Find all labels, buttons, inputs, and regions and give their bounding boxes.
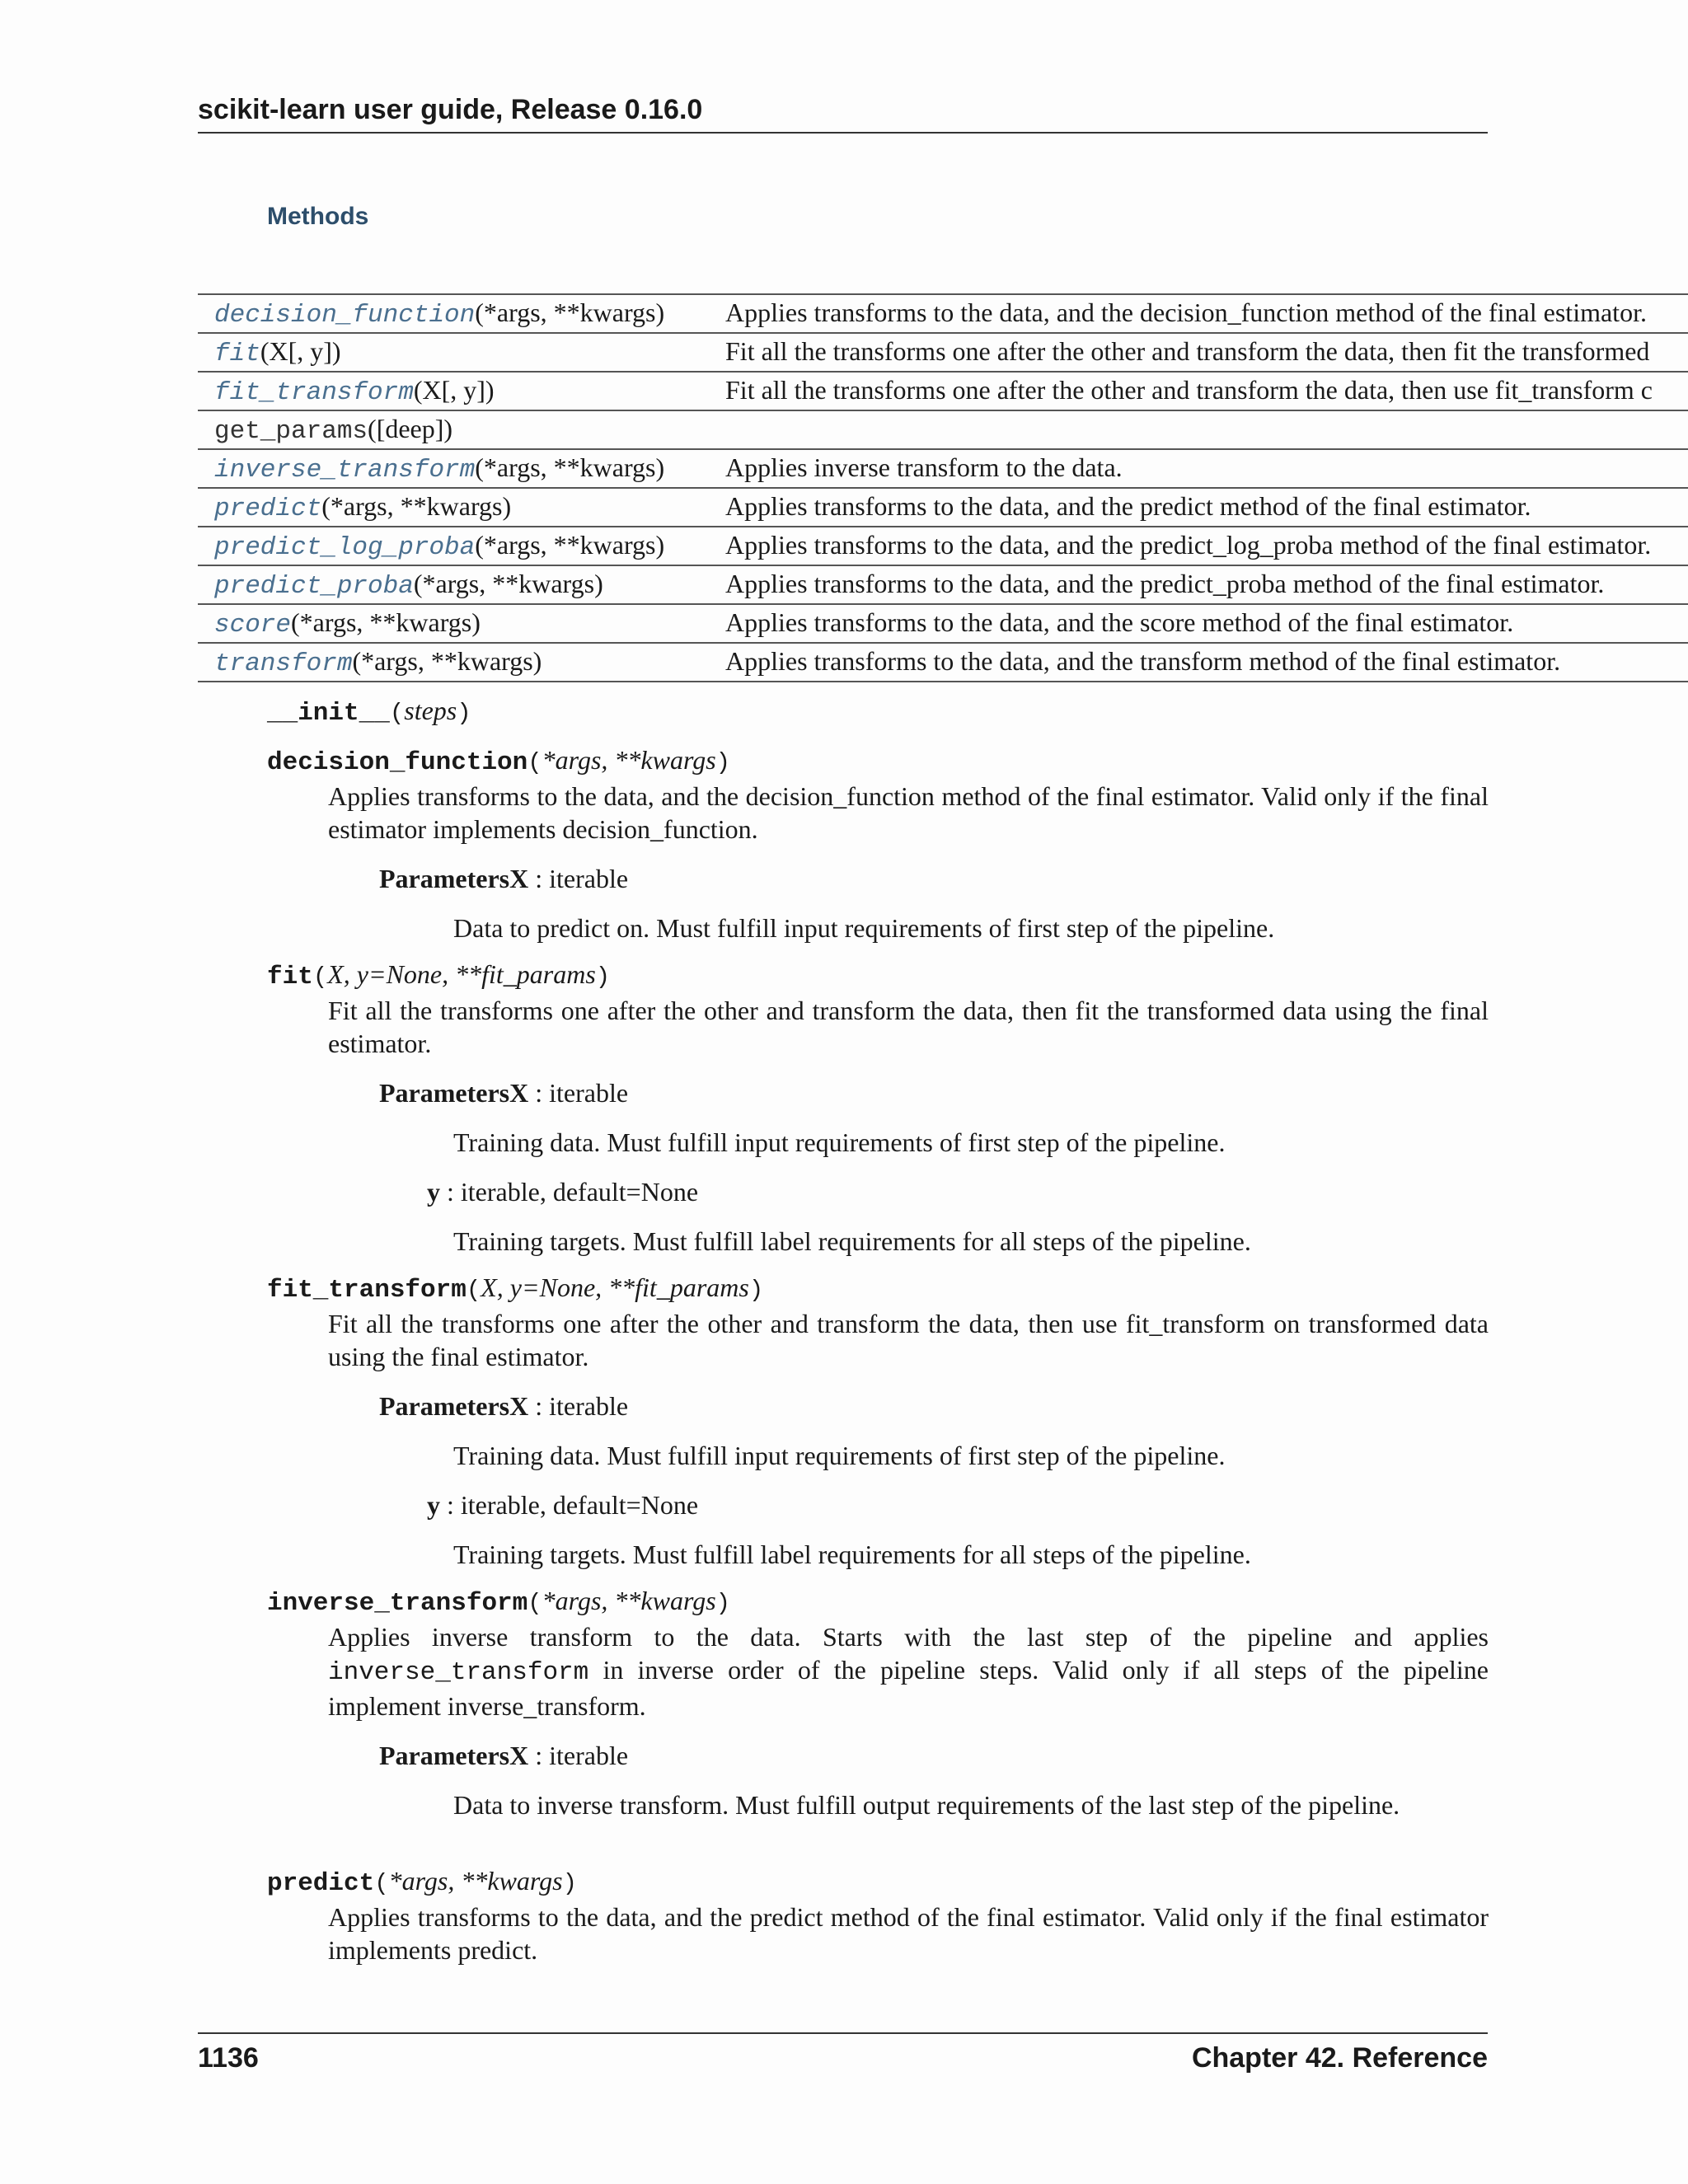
method-args: (X[, y]) [413,375,495,405]
table-row [198,333,1688,372]
table-row [198,449,1688,488]
method-link-fit[interactable]: fit [214,340,260,368]
init-signature: __init__(steps) [267,696,471,728]
page-number: 1136 [198,2042,259,2074]
function-name: predict [267,1869,375,1898]
parameter-line: ParametersX : iterable [379,864,629,893]
method-description: Applies transforms to the data, and the predict_proba method of the final estimator. [725,565,1688,604]
parameter-line: y : iterable, default=None [427,1490,699,1520]
method-args: (*args, **kwargs) [291,607,481,637]
method-link-predict[interactable]: predict [214,494,322,523]
function-signature: fit_transform(X, y=None, **fit_params) [267,1272,764,1305]
parameter-line: ParametersX : iterable [379,1391,629,1421]
header-title: scikit-learn user guide, Release 0.16.0 [198,94,703,125]
method-args: (*args, **kwargs) [475,298,665,327]
parameter-line: ParametersX : iterable [379,1741,629,1770]
function-name: fit [267,963,313,991]
parameter-line: ParametersX : iterable [379,1078,629,1108]
method-signature [198,488,725,527]
method-args: (*args, **kwargs) [352,646,542,676]
parameter-description: Training data. Must fulfill input requirements of first step of the pipeline. [453,1127,1226,1157]
table-row [198,604,1688,643]
method-description: Applies transforms to the data, and the score method of the final estimator. [725,604,1688,643]
method-link-predict-log-proba[interactable]: predict_log_proba [214,533,476,562]
parameter-line: y : iterable, default=None [427,1177,699,1207]
function-signature: decision_function(*args, **kwargs) [267,745,731,777]
table-row [198,294,1688,333]
method-description: Applies transforms to the data, and the predict_log_proba method of the final estimator. [725,527,1688,565]
inverse-transform-section [267,1584,1489,1821]
method-args: (*args, **kwargs) [475,530,665,560]
method-name-get-params: get_params [214,417,368,446]
function-signature: fit(X, y=None, **fit_params) [267,959,611,991]
table-row [198,410,1688,449]
method-signature [198,372,725,410]
method-description: Applies transforms to the data, and the decision_function method of the final estimator. [725,294,1688,333]
table-row [198,643,1688,682]
function-args: *args, **kwargs [388,1866,563,1896]
table-row [198,488,1688,527]
function-signature: predict(*args, **kwargs) [267,1866,578,1898]
table-row [198,565,1688,604]
method-description: Fit all the transforms one after the other and transform the data, then fit the transformed [725,333,1688,372]
function-description: Fit all the transforms one after the other and transform the data, then fit the transformed data using the final estimator. [328,996,1489,1058]
function-description: Applies transforms to the data, and the predict method of the final estimator. Valid only if the final estimator implements predict. [328,1902,1489,1965]
method-signature [198,449,725,488]
method-signature [198,604,725,643]
method-args: (*args, **kwargs) [413,569,603,598]
parameter-description: Training data. Must fulfill input requirements of first step of the pipeline. [453,1441,1226,1470]
method-signature [198,527,725,565]
table-row [198,527,1688,565]
methods-table [198,293,1688,682]
method-link-predict-proba[interactable]: predict_proba [214,572,414,601]
method-description [725,410,1688,449]
function-args: X, y=None, **fit_params [481,1272,749,1302]
method-description: Applies transforms to the data, and the transform method of the final estimator. [725,643,1688,682]
method-signature [198,294,725,333]
method-description: Applies inverse transform to the data. [725,449,1688,488]
method-args: ([deep]) [368,414,453,443]
method-signature [198,643,725,682]
method-signature [198,565,725,604]
fit-transform-section [267,1271,1489,1571]
init-section [267,694,1489,730]
function-args: *args, **kwargs [542,1586,716,1615]
method-link-score[interactable]: score [214,611,292,640]
parameter-description: Training targets. Must fulfill label requirements for all steps of the pipeline. [453,1540,1251,1569]
parameter-description: Data to inverse transform. Must fulfill output requirements of the last step of the pipeline. [453,1790,1400,1820]
parameter-description: Data to predict on. Must fulfill input requirements of first step of the pipeline. [453,913,1275,943]
parameter-description: Training targets. Must fulfill label requirements for all steps of the pipeline. [453,1226,1251,1256]
page-footer [198,2032,1488,2074]
function-description: Fit all the transforms one after the other and transform the data, then use fit_transform on transformed data using the final estimator. [328,1309,1489,1371]
chapter-title: Chapter 42. Reference [1191,2042,1488,2074]
method-description: Fit all the transforms one after the other and transform the data, then use fit_transform c [725,372,1688,410]
function-description: Applies inverse transform to the data. Starts with the last step of the pipeline and applies inverse_transform in inverse order of the pipeline steps. Valid only if all steps of the pipeline implement inverse_transform. [328,1622,1489,1721]
fit-section [267,958,1489,1258]
method-args: (X[, y]) [260,336,341,366]
method-link-decision-function[interactable]: decision_function [214,301,476,330]
table-row [198,372,1688,410]
function-name: inverse_transform [267,1589,528,1618]
method-args: (*args, **kwargs) [321,491,512,521]
function-args: X, y=None, **fit_params [327,959,596,989]
decision-function-section [267,743,1489,944]
function-args: *args, **kwargs [542,745,716,775]
method-link-fit-transform[interactable]: fit_transform [214,378,414,407]
method-signature [198,410,725,449]
methods-heading: Methods [267,203,369,230]
method-link-inverse-transform[interactable]: inverse_transform [214,456,476,485]
method-description: Applies transforms to the data, and the predict method of the final estimator. [725,488,1688,527]
function-description: Applies transforms to the data, and the decision_function method of the final estimator. Valid only if the final estimator implements decision_function. [328,781,1489,844]
function-name: __init__ [267,699,390,728]
function-name: fit_transform [267,1276,467,1305]
method-link-transform[interactable]: transform [214,649,353,678]
inline-code: inverse_transform [328,1658,589,1687]
function-signature: inverse_transform(*args, **kwargs) [267,1586,731,1618]
page-header [198,92,1488,134]
predict-section [267,1864,1489,1966]
method-args: (*args, **kwargs) [475,452,665,482]
function-name: decision_function [267,748,528,777]
method-signature [198,333,725,372]
function-args: steps [404,696,457,725]
